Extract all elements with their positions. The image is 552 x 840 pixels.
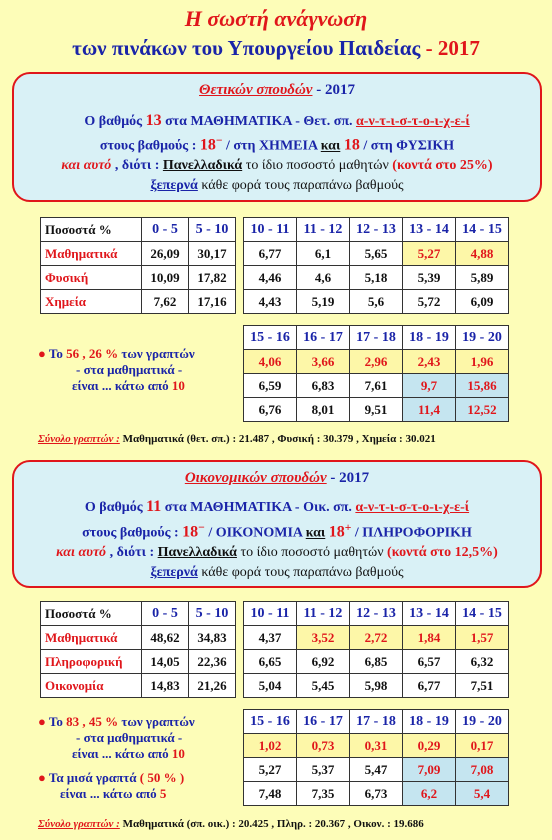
grade-value-1: 18 [199,136,216,154]
and-text: και [320,138,341,154]
note-percentage: ( 50 % ) [139,770,185,785]
positive-panel-heading [14,82,540,99]
same-percentage-text: το ίδιο ποσοστό μαθητών [245,158,389,173]
table-cell: 3,66 [297,350,350,374]
total-label: Σύνολο γραπτών : [38,818,120,830]
table-cell: 5,27 [244,758,297,782]
each-time-text: κάθε φορά τους παραπάνω βαθμούς [201,565,404,580]
col-header: 14 - 15 [456,218,509,242]
table-row [244,758,509,782]
table-cell: 7,51 [456,674,509,698]
table-cell: 34,83 [189,626,236,650]
subtitle-year: - 2017 [425,36,480,60]
grades-text: στους βαθμούς : [99,138,197,154]
table-cell: 5,27 [403,242,456,266]
table-cell: 48,62 [142,626,189,650]
table-cell: 2,72 [350,626,403,650]
table-cell: 0,29 [403,734,456,758]
table-row [244,782,509,806]
note-text: Το [48,346,63,361]
table-row [244,650,509,674]
note-text: των γραπτών [121,346,195,361]
nationwide-text: Πανελλαδικά [157,545,237,560]
economics-text: / ΟΙΚΟΝΟΜΙΑ [208,525,303,541]
table-cell: 30,17 [189,242,236,266]
note-text: - στα μαθηματικά - [76,362,183,377]
grade-text: Ο βαθμός [84,114,143,129]
col-header: 17 - 18 [350,710,403,734]
table-cell: 4,46 [244,266,297,290]
table-cell: 1,84 [403,626,456,650]
and-this-text: και αυτό [61,158,112,173]
col-header: 0 - 5 [142,218,189,242]
economic-studies-panel [12,460,542,588]
table-cell: 5,98 [350,674,403,698]
col-header: 19 - 20 [456,710,509,734]
col-header: 18 - 19 [403,710,456,734]
table-row [244,266,509,290]
table-cell: 17,82 [189,266,236,290]
table-cell: 8,01 [297,398,350,422]
col-header: 11 - 12 [297,602,350,626]
positive-table-high [243,325,509,422]
table-row [244,242,509,266]
table-cell: 6,77 [403,674,456,698]
table-cell: 7,35 [297,782,350,806]
and-this-text: και αυτό [56,545,107,560]
note-value: 5 [159,786,167,801]
economic-note-1 [38,714,238,762]
and-text: και [305,525,326,541]
physics-text: / στη ΦΥΣΙΚΗ [363,138,455,154]
same-percentage-text: το ίδιο ποσοστό μαθητών [240,545,384,560]
grade-value-2: 18 [328,523,345,541]
table-cell: 12,52 [456,398,509,422]
col-header: 16 - 17 [297,710,350,734]
table-cell: 9,7 [403,374,456,398]
table-cell: 1,57 [456,626,509,650]
table-cell: 5,72 [403,290,456,314]
row-label: Χημεία [41,290,142,314]
table-cell: 7,09 [403,758,456,782]
bullet-icon: ● [38,346,46,361]
positive-line-2 [14,134,540,155]
grade-sup-1: − [198,521,205,534]
col-header: 15 - 16 [244,326,297,350]
col-header: 10 - 11 [244,218,297,242]
positive-line-4 [14,178,540,194]
col-header: 14 - 15 [456,602,509,626]
table-cell: 5,6 [350,290,403,314]
economic-table-mid [243,601,509,698]
table-cell: 6,09 [456,290,509,314]
grade-sup-2: + [344,521,352,534]
col-header: 13 - 14 [403,602,456,626]
table-cell: 11,4 [403,398,456,422]
table-cell: 4,6 [297,266,350,290]
table-cell: 2,43 [403,350,456,374]
table-row [41,650,236,674]
col-header: 12 - 13 [350,218,403,242]
table-cell: 3,52 [297,626,350,650]
col-header: 5 - 10 [189,602,236,626]
economic-total [38,818,424,830]
note-text: είναι ... κάτω από [72,378,169,393]
positive-line-3 [14,158,540,174]
table-cell: 5,4 [456,782,509,806]
table-cell: 6,32 [456,650,509,674]
table-row [244,734,509,758]
note-value: 10 [171,746,185,761]
economic-panel-year: - 2017 [330,470,370,486]
table-cell: 0,73 [297,734,350,758]
economic-note-2 [38,770,238,802]
table-row [244,626,509,650]
bullet-icon: ● [38,770,46,785]
row-label: Πληροφορική [41,650,142,674]
positive-note [38,346,238,394]
note-text: Το [48,714,63,729]
table-cell: 0,31 [350,734,403,758]
table-cell: 5,04 [244,674,297,698]
note-value: 10 [171,378,185,393]
economic-panel-title: Οικονομικών σπουδών [184,470,327,486]
table-cell: 6,65 [244,650,297,674]
table-cell: 7,61 [350,374,403,398]
table-cell: 7,08 [456,758,509,782]
table-cell: 4,88 [456,242,509,266]
table-row [244,674,509,698]
positive-line-1 [14,112,540,130]
table-cell: 5,19 [297,290,350,314]
grade-value: 11 [146,498,162,515]
grade-value: 13 [145,112,162,129]
corresponds-text: α-ν-τ-ι-σ-τ-ο-ι-χ-ε-ί [355,500,470,515]
col-header: 10 - 11 [244,602,297,626]
table-cell: 4,43 [244,290,297,314]
total-text: Μαθηματικά (σπ. οικ.) : 20.425 , Πληρ. : 20.367 , Οικον. : 19.686 [122,818,424,830]
note-percentage: 56 , 26 % [66,346,119,361]
col-header: 11 - 12 [297,218,350,242]
positive-table-mid [243,217,509,314]
col-header: 12 - 13 [350,602,403,626]
table-cell: 5,89 [456,266,509,290]
table-cell: 5,18 [350,266,403,290]
positive-studies-panel [12,72,542,202]
bullet-icon: ● [38,714,46,729]
table-cell: 14,05 [142,650,189,674]
table-cell: 5,65 [350,242,403,266]
table-cell: 6,77 [244,242,297,266]
table-cell: 6,83 [297,374,350,398]
table-cell: 9,51 [350,398,403,422]
positive-total [38,433,436,445]
table-row [41,242,236,266]
table-cell: 6,76 [244,398,297,422]
col-header: 18 - 19 [403,326,456,350]
grade-value-1: 18 [182,523,199,541]
grade-sup-1: − [215,134,223,147]
col-header: 16 - 17 [297,326,350,350]
economic-table-high [243,709,509,806]
table-row [41,674,236,698]
col-header: 0 - 5 [142,602,189,626]
page-subtitle [0,36,552,61]
row-label: Οικονομία [41,674,142,698]
table-corner: Ποσοστά % [41,602,142,626]
near-percentage-text: (κοντά στο 25%) [392,158,493,173]
table-row [244,290,509,314]
table-row [244,350,509,374]
col-header: 17 - 18 [350,326,403,350]
table-cell: 14,83 [142,674,189,698]
grade-text: Ο βαθμός [84,500,143,515]
subtitle-main: των πινάκων του Υπουργείου Παιδείας [72,36,421,60]
table-cell: 4,06 [244,350,297,374]
because-text: , διότι : [109,545,155,560]
table-cell: 7,48 [244,782,297,806]
economic-line-1 [14,498,540,516]
economic-panel-heading [14,470,540,487]
table-cell: 7,62 [142,290,189,314]
subject-text: στα ΜΑΘΗΜΑΤΙΚΑ - Οικ. σπ. [164,500,352,515]
table-cell: 22,36 [189,650,236,674]
subject-text: στα ΜΑΘΗΜΑΤΙΚΑ - Θετ. σπ. [165,114,353,129]
table-cell: 5,47 [350,758,403,782]
chemistry-text: / στη ΧΗΜΕΙΑ [226,138,318,154]
economic-table-low [40,601,236,698]
col-header: 13 - 14 [403,218,456,242]
table-row [41,266,236,290]
table-row [41,290,236,314]
table-cell: 6,59 [244,374,297,398]
nationwide-text: Πανελλαδικά [162,158,243,173]
row-label: Μαθηματικά [41,242,142,266]
row-label: Μαθηματικά [41,626,142,650]
exceeds-text: ξεπερνά [150,565,198,580]
note-text: - στα μαθηματικά - [76,730,183,745]
note-text: είναι ... κάτω από [72,746,169,761]
grade-value-2: 18 [343,136,360,154]
table-cell: 6,92 [297,650,350,674]
col-header: 5 - 10 [189,218,236,242]
table-cell: 6,1 [297,242,350,266]
col-header: 19 - 20 [456,326,509,350]
table-row [244,398,509,422]
economic-line-4 [14,565,540,581]
note-text: είναι ... κάτω από [60,786,157,801]
table-row [41,626,236,650]
row-label: Φυσική [41,266,142,290]
table-cell: 6,73 [350,782,403,806]
positive-panel-title: Θετικών σπουδών [199,82,313,98]
each-time-text: κάθε φορά τους παραπάνω βαθμούς [201,178,404,193]
table-cell: 26,09 [142,242,189,266]
grades-text: στους βαθμούς : [82,525,179,541]
table-cell: 6,57 [403,650,456,674]
table-cell: 17,16 [189,290,236,314]
note-text: Τα μισά γραπτά [48,770,137,785]
table-cell: 6,85 [350,650,403,674]
table-cell: 1,02 [244,734,297,758]
near-percentage-text: (κοντά στο 12,5%) [387,545,498,560]
note-percentage: 83 , 45 % [66,714,119,729]
corresponds-text: α-ν-τ-ι-σ-τ-ο-ι-χ-ε-ί [355,114,470,129]
table-cell: 5,37 [297,758,350,782]
col-header: 15 - 16 [244,710,297,734]
economic-line-2 [14,521,540,542]
table-cell: 2,96 [350,350,403,374]
page-title: Η σωστή ανάγνωση [184,6,368,31]
total-text: Μαθηματικά (θετ. σπ.) : 21.487 , Φυσική : 30.379 , Χημεία : 30.021 [122,433,436,445]
note-text: των γραπτών [121,714,195,729]
because-text: , διότι : [114,158,160,173]
table-cell: 5,45 [297,674,350,698]
table-row [244,374,509,398]
table-cell: 15,86 [456,374,509,398]
table-cell: 21,26 [189,674,236,698]
positive-panel-year: - 2017 [316,82,355,98]
table-cell: 5,39 [403,266,456,290]
table-cell: 4,37 [244,626,297,650]
table-corner: Ποσοστά % [41,218,142,242]
total-label: Σύνολο γραπτών : [38,433,120,445]
economic-line-3 [14,545,540,561]
table-cell: 6,2 [403,782,456,806]
table-cell: 0,17 [456,734,509,758]
positive-table-low [40,217,236,314]
informatics-text: / ΠΛΗΡΟΦΟΡΙΚΗ [354,525,472,541]
table-cell: 1,96 [456,350,509,374]
table-cell: 10,09 [142,266,189,290]
exceeds-text: ξεπερνά [150,178,198,193]
